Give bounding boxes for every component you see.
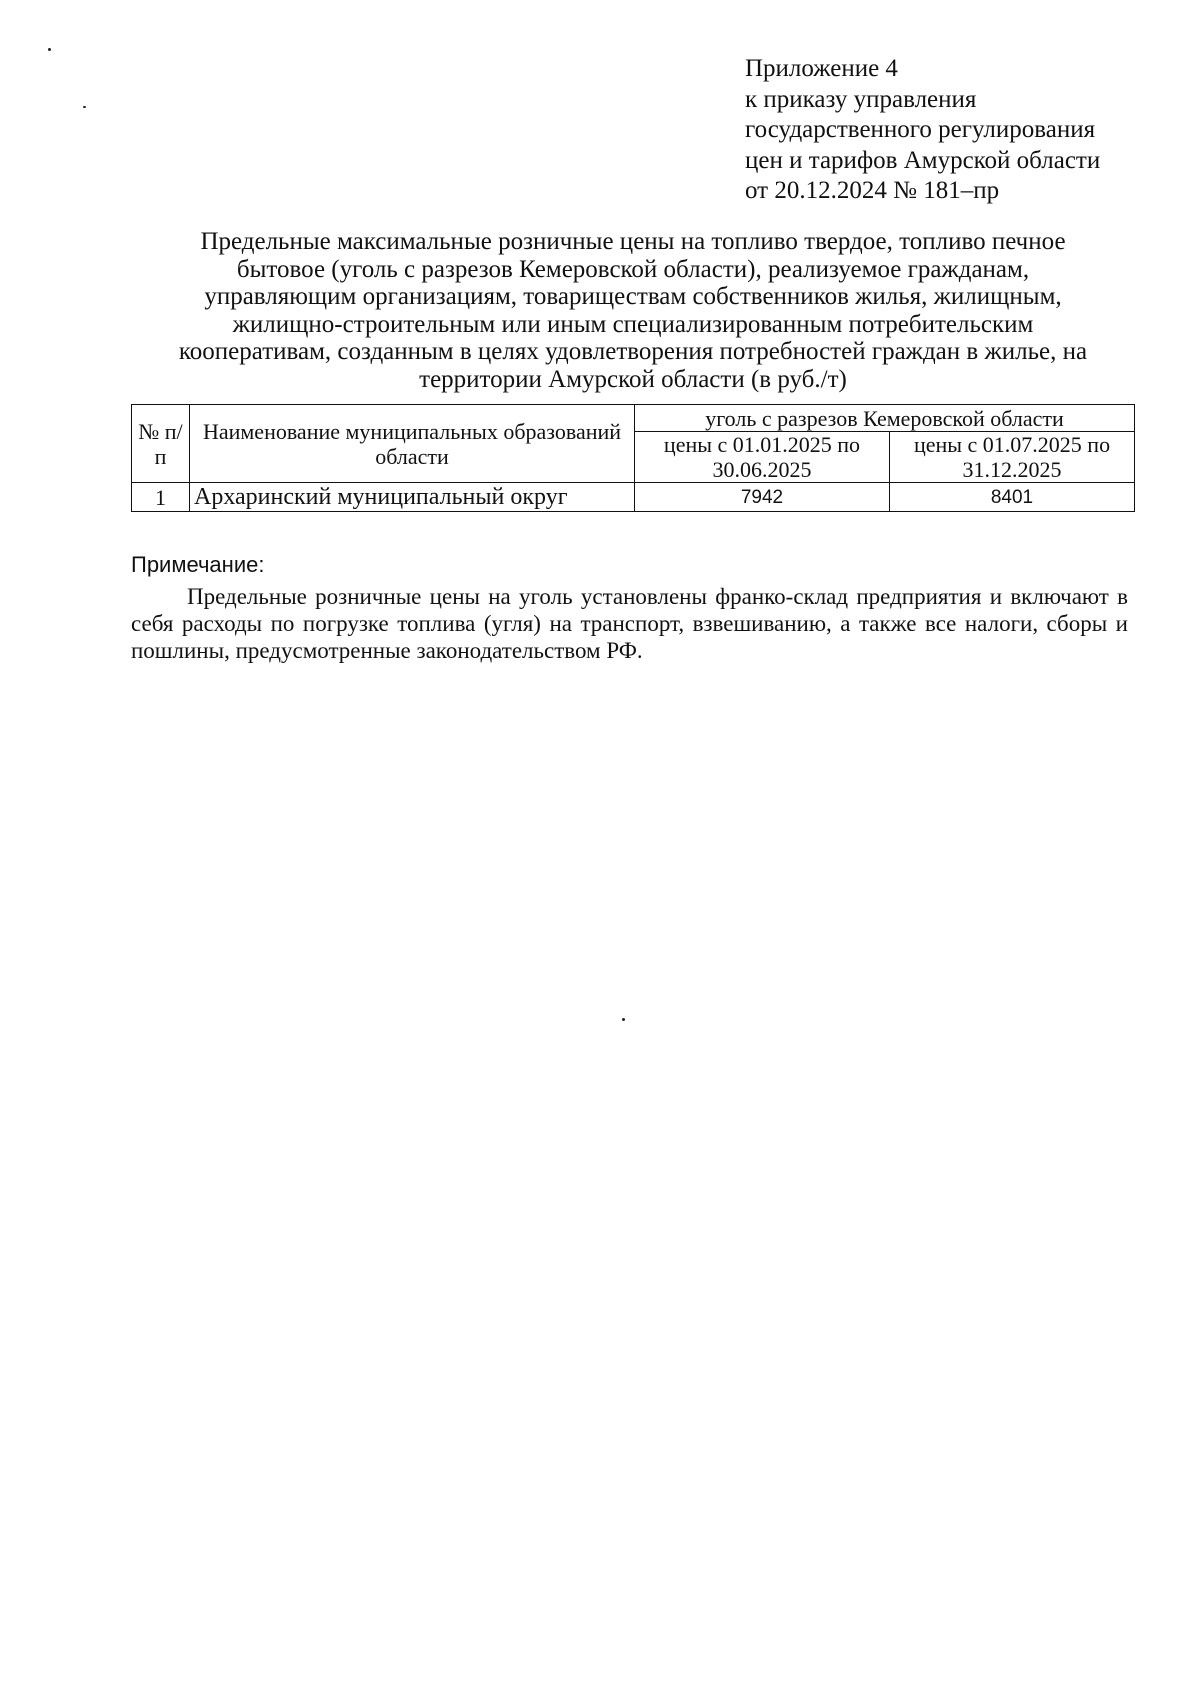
title-line: бытовое (уголь с разрезов Кемеровской области), реализуемое гражданам,: [236, 255, 1030, 283]
scan-speck: [48, 48, 51, 51]
document-title: [128, 228, 1138, 393]
header-number: № п/п: [132, 405, 190, 483]
appendix-line: цен и тарифов Амурской области: [745, 146, 1101, 174]
header-municipality: Наименование муниципальных образований области: [190, 405, 635, 483]
title-line: территории Амурской области (в руб./т): [419, 365, 847, 393]
title-line: Предельные максимальные розничные цены на топливо твердое, топливо печное: [200, 228, 1066, 255]
appendix-block: [745, 54, 1100, 207]
row-number: 1: [132, 483, 190, 512]
table-header-row: [132, 405, 1135, 432]
appendix-line: Приложение 4: [745, 55, 898, 82]
appendix-line: от 20.12.2024 № 181–пр: [745, 177, 1000, 204]
title-line: жилищно-строительным или иным специализированным потребительским: [232, 310, 1034, 338]
header-period-1: цены с 01.01.2025 по 30.06.2025: [635, 432, 890, 483]
appendix-line: к приказу управления: [745, 85, 977, 113]
note-text: [131, 583, 1128, 664]
title-line: кооперативам, созданным в целях удовлетворения потребностей граждан в жилье, на: [178, 338, 1088, 365]
header-coal-group: уголь с разрезов Кемеровской области: [635, 405, 1135, 432]
price-table: [131, 404, 1135, 512]
appendix-line: государственного регулирования: [745, 116, 1096, 143]
header-period-2: цены с 01.07.2025 по 31.12.2025: [890, 432, 1135, 483]
table-row: [132, 483, 1135, 512]
row-price-1: 7942: [635, 483, 890, 512]
note-label: Примечание:: [131, 552, 265, 577]
row-price-2: 8401: [890, 483, 1135, 512]
row-municipality: Архаринский муниципальный округ: [190, 483, 635, 512]
scan-speck: [83, 106, 86, 108]
scan-speck: [622, 1018, 625, 1021]
note-body: Предельные розничные цены на уголь установлены франко-склад предприятия и включают в себя расходы по погрузке топлива (угля) на транспорт, взвешиванию, а также все налоги, сборы и пошлины, предусмотренные законодательством РФ.: [131, 584, 1128, 663]
title-line: управляющим организациям, товариществам собственников жилья, жилищным,: [204, 283, 1062, 310]
